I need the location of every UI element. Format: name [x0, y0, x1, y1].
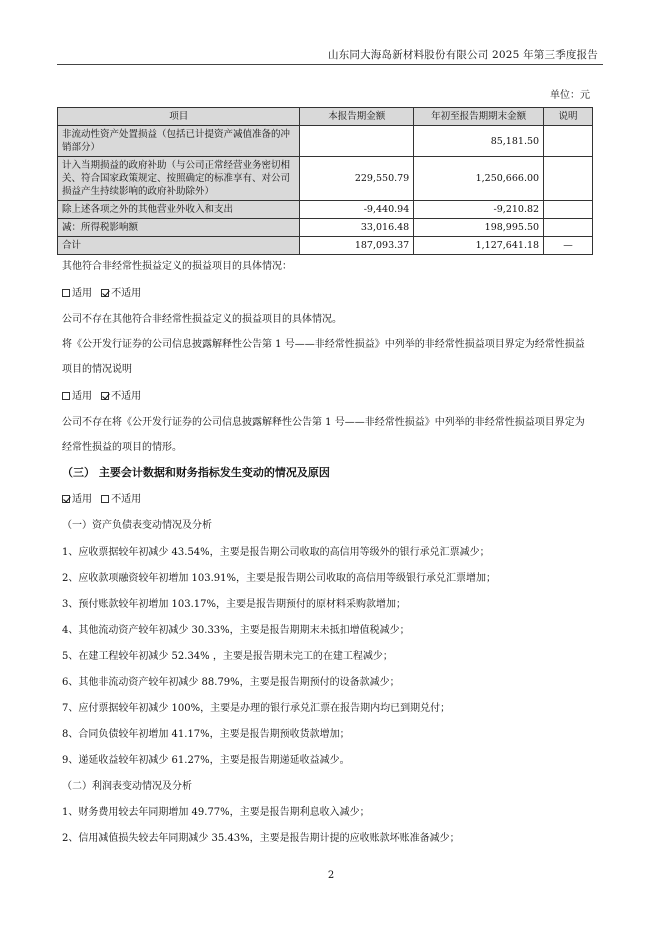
- subsection-heading: （二）利润表变动情况及分析: [62, 781, 192, 792]
- row-note: —: [544, 237, 593, 255]
- page-number: 2: [327, 870, 335, 881]
- option-label: 适用: [72, 391, 92, 402]
- option-label: 适用: [72, 494, 92, 505]
- option-label: 不适用: [111, 288, 142, 299]
- row-ytd-amount: 198,995.50: [414, 219, 544, 237]
- option-label: 适用: [72, 288, 92, 299]
- row-current-amount: -9,440.94: [300, 201, 414, 219]
- list-item: 6、其他非流动资产较年初减少 88.79%，主要是报告期预付的设备款减少；: [62, 677, 400, 688]
- row-item: 除上述各项之外的其他营业外收入和支出: [58, 201, 300, 219]
- checkbox-unchecked-icon: [62, 289, 70, 297]
- checkbox-unchecked-icon: [62, 392, 70, 400]
- paragraph-no-reclassification: 公司不存在将《公开发行证券的公司信息披露解释性公告第 1 号——非经常性损益》中列举的非经常性损益项目界定为: [62, 417, 585, 428]
- checkbox-checked-icon: [101, 289, 109, 297]
- applicability-options-2: [62, 387, 147, 402]
- table-row: [58, 157, 593, 201]
- row-note: [544, 157, 593, 201]
- row-current-amount: 229,550.79: [300, 157, 414, 201]
- list-item: 4、其他流动资产较年初减少 30.33%，主要是报告期期末未抵扣增值税减少；: [62, 625, 410, 636]
- column-header: 说明: [544, 108, 593, 126]
- table-row: [58, 126, 593, 157]
- row-note: [544, 201, 593, 219]
- list-item: 9、递延收益较年初减少 61.27%，主要是报告期递延收益减少。: [62, 755, 350, 766]
- column-header: 本报告期金额: [300, 108, 414, 126]
- table-row: [58, 219, 593, 237]
- list-item: 5、在建工程较年初减少 52.34% ，主要是报告期未完工的在建工程减少；: [62, 651, 393, 662]
- option-label: 不适用: [111, 494, 142, 505]
- list-item: 7、应付票据较年初减少 100%，主要是办理的银行承兑汇票在报告期内均已到期兑付；: [62, 703, 451, 714]
- option-label: 不适用: [111, 391, 142, 402]
- list-item: 1、应收票据较年初减少 43.54%，主要是报告期公司收取的高信用等级外的银行承兑汇票减少；: [62, 547, 490, 558]
- header-divider: [57, 64, 603, 65]
- table-header-row: [58, 108, 593, 126]
- column-header: 年初至报告期期末金额: [414, 108, 544, 126]
- applicability-options-1: [62, 284, 147, 299]
- paragraph-no-reclassification-cont: 经常性损益的项目的情形。: [62, 442, 182, 453]
- list-item: 8、合同负债较年初增加 41.17%，主要是报告期预收货款增加；: [62, 729, 350, 740]
- column-header: 项目: [58, 108, 300, 126]
- list-item: 3、预付账款较年初增加 103.17%，主要是报告期预付的原材料采购款增加；: [62, 599, 407, 610]
- row-item: 合计: [58, 237, 300, 255]
- list-item: 1、财务费用较去年同期增加 49.77%，主要是报告期利息收入减少；: [62, 807, 370, 818]
- row-ytd-amount: -9,210.82: [414, 201, 544, 219]
- subsection-heading: （一）资产负债表变动情况及分析: [62, 520, 212, 531]
- checkbox-unchecked-icon: [101, 495, 109, 503]
- non-recurring-gains-table: [57, 107, 593, 255]
- section-heading: （三） 主要会计数据和财务指标发生变动的情况及原因: [62, 466, 330, 479]
- checkbox-checked-icon: [62, 495, 70, 503]
- table-row: [58, 201, 593, 219]
- row-item: 非流动性资产处置损益（包括已计提资产减值准备的冲销部分）: [58, 126, 300, 157]
- row-note: [544, 126, 593, 157]
- paragraph-other-items: 其他符合非经常性损益定义的损益项目的具体情况：: [62, 261, 292, 272]
- row-ytd-amount: 1,127,641.18: [414, 237, 544, 255]
- row-item: 减：所得税影响额: [58, 219, 300, 237]
- row-current-amount: 33,016.48: [300, 219, 414, 237]
- list-item: 2、信用减值损失较去年同期减少 35.43%，主要是报告期计提的应收账款坏账准备减少；: [62, 833, 460, 844]
- paragraph-reclassification-cont: 项目的情况说明: [62, 364, 132, 375]
- table-total-row: [58, 237, 593, 255]
- paragraph-reclassification: 将《公开发行证券的公司信息披露解释性公告第 1 号——非经常性损益》中列举的非经常性损益项目界定为经常性损益: [62, 339, 585, 350]
- document-header-title: 山东同大海岛新材料股份有限公司 2025 年第三季度报告: [328, 49, 598, 61]
- row-ytd-amount: 85,181.50: [414, 126, 544, 157]
- list-item: 2、应收款项融资较年初增加 103.91%，主要是报告期公司收取的高信用等级银行承兑汇票增加；: [62, 573, 497, 584]
- row-current-amount: [300, 126, 414, 157]
- unit-label: 单位：元: [550, 90, 590, 101]
- checkbox-checked-icon: [101, 392, 109, 400]
- applicability-options-3: [62, 490, 147, 505]
- row-note: [544, 219, 593, 237]
- row-ytd-amount: 1,250,666.00: [414, 157, 544, 201]
- row-item: 计入当期损益的政府补助（与公司正常经营业务密切相关、符合国家政策规定、按照确定的标准享有、对公司损益产生持续影响的政府补助除外）: [58, 157, 300, 201]
- row-current-amount: 187,093.37: [300, 237, 414, 255]
- paragraph-no-other-items: 公司不存在其他符合非经常性损益定义的损益项目的具体情况。: [62, 314, 342, 325]
